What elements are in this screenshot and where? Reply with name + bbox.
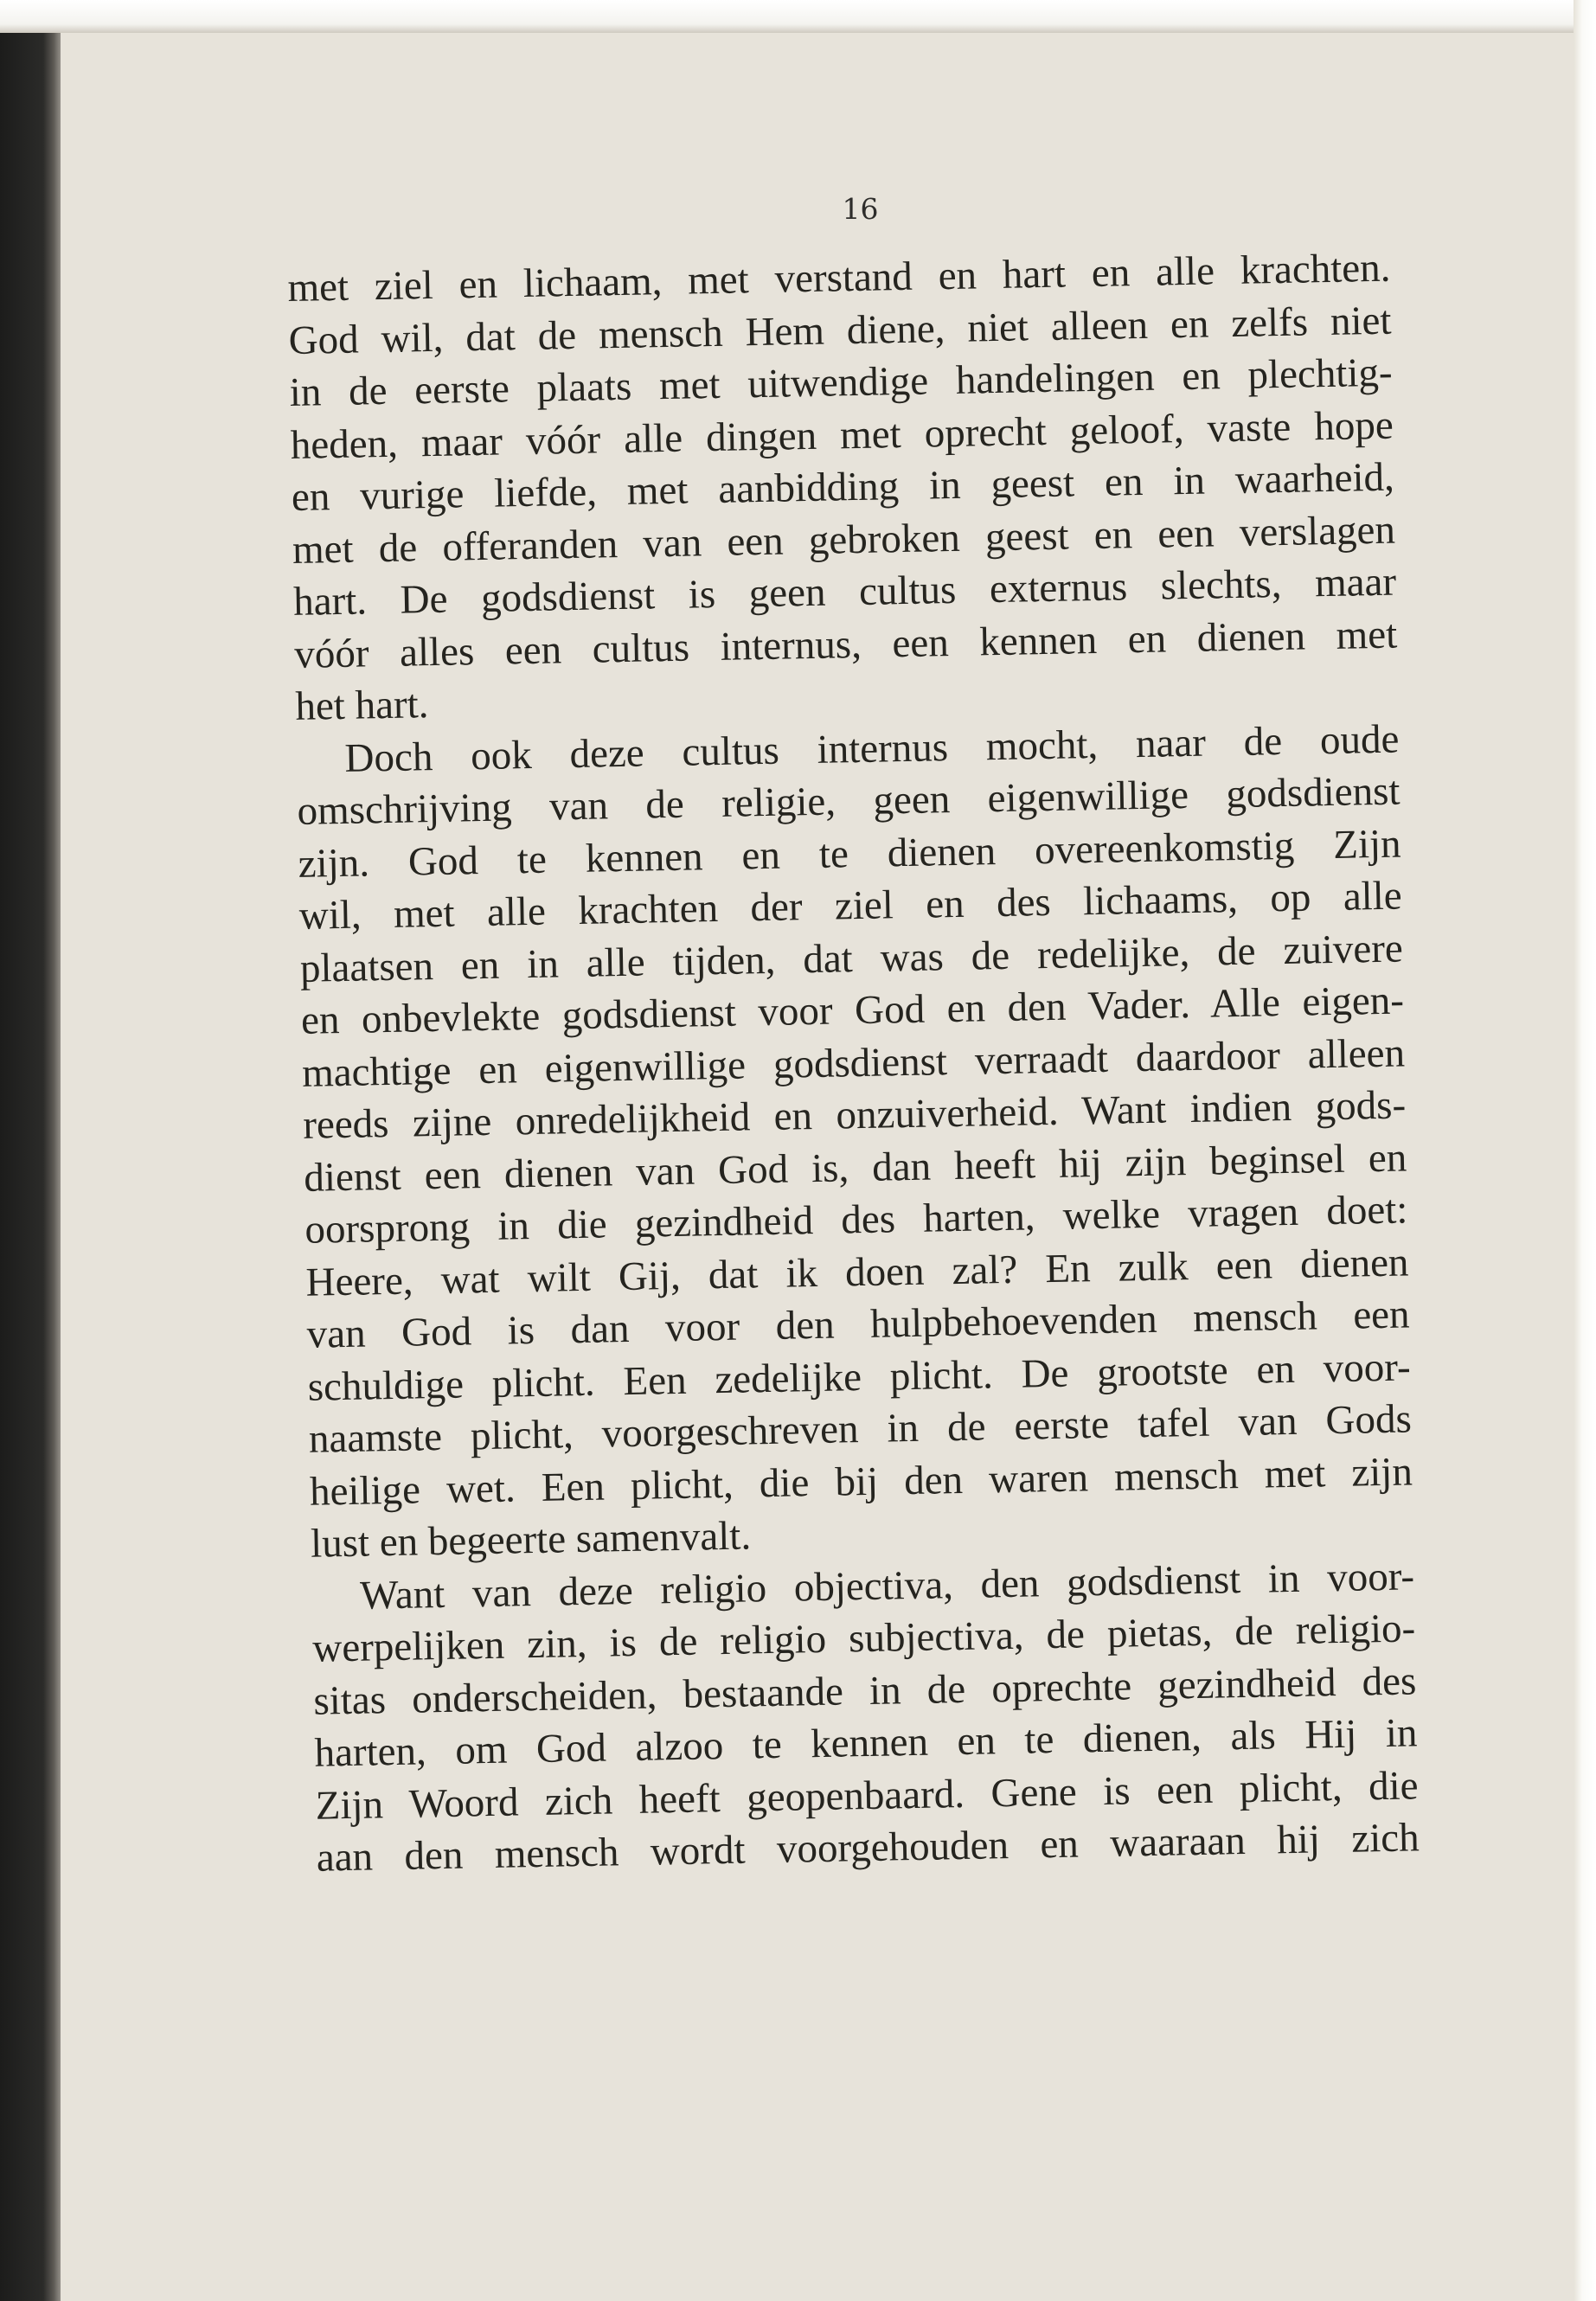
text-line: vóór alles een cultus internus, een kennen en dienen met — [293, 612, 1398, 677]
page-number: 16 — [842, 192, 879, 226]
text-line: harten, om God alzoo te kennen en te dienen, als Hij in — [314, 1710, 1418, 1776]
text-line: met ziel en lichaam, met verstand en hart en alle krachten. — [287, 245, 1391, 311]
text-line: sitas onderscheiden, bestaande in de oprechte gezindheid des — [313, 1657, 1417, 1724]
scan-right-edge — [1574, 0, 1596, 2301]
text-line: hart. De godsdienst is geen cultus externus slechts, maar — [292, 559, 1397, 625]
text-line: omschrijving van de religie, geen eigenwillige godsdienst — [297, 768, 1401, 834]
text-line: Heere, wat wilt Gij, dat ik doen zal? En zulk een dienen — [305, 1239, 1409, 1305]
text-line: oorsprong in die gezindheid des harten, welke vragen doet: — [304, 1187, 1408, 1253]
text-line: lust en begeerte samenvalt. — [310, 1513, 752, 1567]
text-line: Doch ook deze cultus internus mocht, naar de oude — [344, 716, 1400, 781]
text-line: wil, met alle krachten der ziel en des lichaams, op alle — [298, 873, 1403, 939]
text-line: aan den mensch wordt voorgehouden en waaraan hij zich — [316, 1815, 1420, 1881]
text-line: heden, maar vóór alle dingen met oprecht geloof, vaste hope — [290, 402, 1394, 468]
text-line: van God is dan voor den hulpbehoevenden mensch een — [306, 1292, 1410, 1357]
text-line: plaatsen en in alle tijden, dat was de redelijke, de zuivere — [299, 926, 1404, 991]
body-text — [287, 242, 1420, 1885]
text-line: God wil, dat de mensch Hem diene, niet alleen en zelfs niet — [288, 298, 1392, 363]
text-line: naamste plicht, voorgeschreven in de eerste tafel van Gods — [308, 1396, 1413, 1462]
text-line: in de eerste plaats met uitwendige handelingen en plechtig- — [289, 349, 1394, 415]
text-line: werpelijken zin, is de religio subjectiva, de pietas, de religio- — [311, 1606, 1416, 1671]
text-line: machtige en eigenwillige godsdienst verraadt daardoor alleen — [301, 1029, 1406, 1096]
text-line: heilige wet. Een plicht, die bij den waren mensch met zijn — [309, 1448, 1413, 1515]
text-line: Want van deze religio objectiva, den godsdienst in voor- — [359, 1553, 1415, 1618]
text-line: reeds zijne onredelijkheid en onzuiverheid. Want indien gods- — [302, 1082, 1407, 1148]
text-line: schuldige plicht. Een zedelijke plicht. De grootste en voor- — [307, 1343, 1412, 1410]
text-line: en vurige liefde, met aanbidding in geest en in waarheid, — [291, 454, 1395, 520]
text-line: het hart. — [294, 682, 429, 729]
text-line: Zijn Woord zich heeft geopenbaard. Gene is een plicht, die — [315, 1762, 1419, 1829]
book-page — [61, 33, 1574, 2301]
scan-top-border — [0, 0, 1596, 33]
text-line: en onbevlekte godsdienst voor God en den Vader. Alle eigen- — [300, 977, 1405, 1043]
text-line: met de offeranden van een gebroken geest en een verslagen — [292, 507, 1396, 573]
text-line: zijn. God te kennen en te dienen overeenkomstig Zijn — [298, 821, 1402, 887]
text-line: dienst een dienen van God is, dan heeft hij zijn beginsel en — [303, 1134, 1407, 1201]
